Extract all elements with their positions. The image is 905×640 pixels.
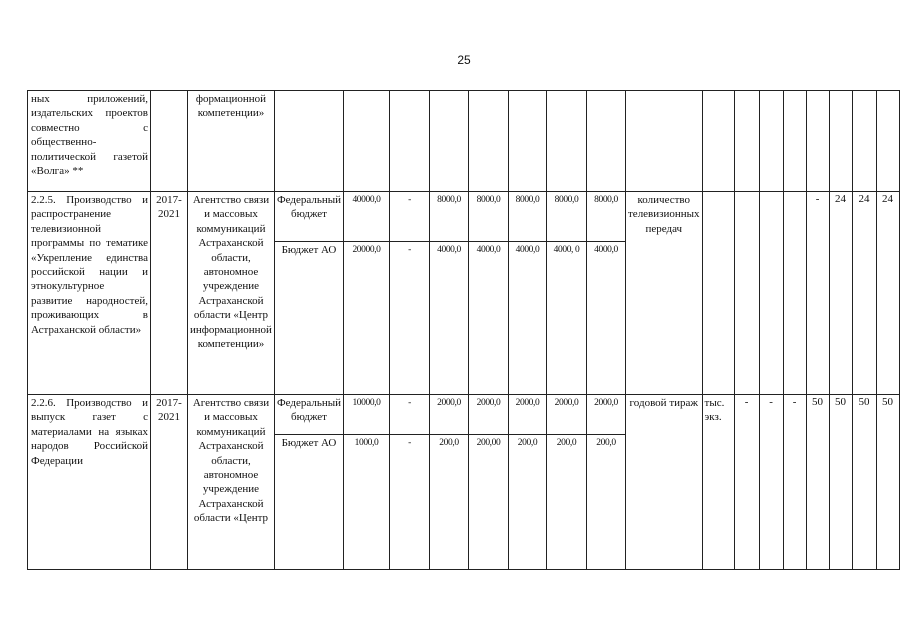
value-cell: 2000,0	[587, 395, 626, 435]
indicator-value-cell	[806, 91, 829, 192]
value-cell: -	[390, 395, 430, 435]
total-value-cell: 1000,0	[344, 435, 390, 570]
indicator-value-cell: 24	[876, 192, 899, 395]
value-cell: 2000,0	[509, 395, 547, 435]
value-cell: 4000, 0	[547, 242, 587, 395]
value-cell: 200,0	[509, 435, 547, 570]
indicator-value-cell	[876, 91, 899, 192]
indicator-value-cell	[734, 91, 759, 192]
value-cell: -	[390, 242, 430, 395]
indicator-value-cell: 50	[852, 395, 876, 570]
indicator-value-cell: 50	[876, 395, 899, 570]
value-cell: 200,0	[547, 435, 587, 570]
value-cell: 200,00	[469, 435, 509, 570]
value-cell	[344, 91, 390, 192]
value-cell: 8000,0	[587, 192, 626, 242]
value-cell	[390, 91, 430, 192]
indicator-value-cell	[783, 192, 806, 395]
period-cell: 2017-2021	[151, 192, 188, 395]
value-cell: 2000,0	[469, 395, 509, 435]
indicator-cell: количество телевизионных передач	[626, 192, 703, 395]
value-cell	[587, 91, 626, 192]
value-cell: 200,0	[587, 435, 626, 570]
unit-cell: тыс. экз.	[702, 395, 734, 570]
source-cell: Бюджет АО	[274, 242, 343, 395]
value-cell: 2000,0	[547, 395, 587, 435]
source-cell: Федеральный бюджет	[274, 395, 343, 435]
executor-cell: Агентство связи и массовых коммуникаций Астраханской области, автономное учреждение Астраханской области «Центр информационной компетенции»	[188, 192, 275, 395]
indicator-value-cell: -	[806, 192, 829, 395]
source-cell: Бюджет АО	[274, 435, 343, 570]
indicator-value-cell: -	[783, 395, 806, 570]
unit-cell	[702, 91, 734, 192]
total-value-cell: 20000,0	[344, 242, 390, 395]
indicator-value-cell: 24	[852, 192, 876, 395]
value-cell: 4000,0	[509, 242, 547, 395]
program-measures-table	[27, 90, 900, 570]
value-cell	[547, 91, 587, 192]
indicator-cell: годовой тираж	[626, 395, 703, 570]
table-row-2-2-5-federal	[28, 192, 900, 242]
indicator-value-cell	[829, 91, 852, 192]
value-cell	[469, 91, 509, 192]
indicator-value-cell: -	[759, 395, 783, 570]
value-cell: 8000,0	[430, 192, 469, 242]
executor-cell: Агентство связи и массовых коммуникаций Астраханской области, автономное учреждение Астраханской области «Центр	[188, 395, 275, 570]
unit-cell	[702, 192, 734, 395]
total-value-cell: 40000,0	[344, 192, 390, 242]
source-cell: Федеральный бюджет	[274, 192, 343, 242]
value-cell: 8000,0	[469, 192, 509, 242]
value-cell: 4000,0	[469, 242, 509, 395]
value-cell: 4000,0	[430, 242, 469, 395]
indicator-value-cell	[759, 192, 783, 395]
indicator-value-cell	[852, 91, 876, 192]
table-row-continuation	[28, 91, 900, 192]
value-cell: 2000,0	[430, 395, 469, 435]
indicator-value-cell	[759, 91, 783, 192]
measure-name-cell: ных приложений, издательских проектов совместно с общественно-политической газетой «Волга» **	[28, 91, 151, 192]
indicator-value-cell: 50	[829, 395, 852, 570]
value-cell: 8000,0	[547, 192, 587, 242]
program-table-wrapper	[27, 90, 900, 570]
source-cell	[274, 91, 343, 192]
value-cell	[509, 91, 547, 192]
indicator-value-cell	[783, 91, 806, 192]
value-cell: 200,0	[430, 435, 469, 570]
value-cell	[430, 91, 469, 192]
measure-name-cell: 2.2.6. Производство и выпуск газет с материалами на языках народов Российской Федерации	[28, 395, 151, 570]
value-cell: 4000,0	[587, 242, 626, 395]
executor-cell: формационной компетенции»	[188, 91, 275, 192]
value-cell: -	[390, 192, 430, 242]
period-cell	[151, 91, 188, 192]
indicator-value-cell: 50	[806, 395, 829, 570]
total-value-cell: 10000,0	[344, 395, 390, 435]
period-cell: 2017-2021	[151, 395, 188, 570]
table-row-2-2-6-federal	[28, 395, 900, 435]
indicator-value-cell: 24	[829, 192, 852, 395]
indicator-value-cell: -	[734, 395, 759, 570]
measure-name-cell: 2.2.5. Производство и распространение телевизионной программы по тематике «Укрепление единства российской нации и этнокультурное развитие народностей, проживающих в Астраханской области»	[28, 192, 151, 395]
page-number: 25	[457, 53, 471, 67]
indicator-cell	[626, 91, 703, 192]
value-cell: -	[390, 435, 430, 570]
value-cell: 8000,0	[509, 192, 547, 242]
indicator-value-cell	[734, 192, 759, 395]
